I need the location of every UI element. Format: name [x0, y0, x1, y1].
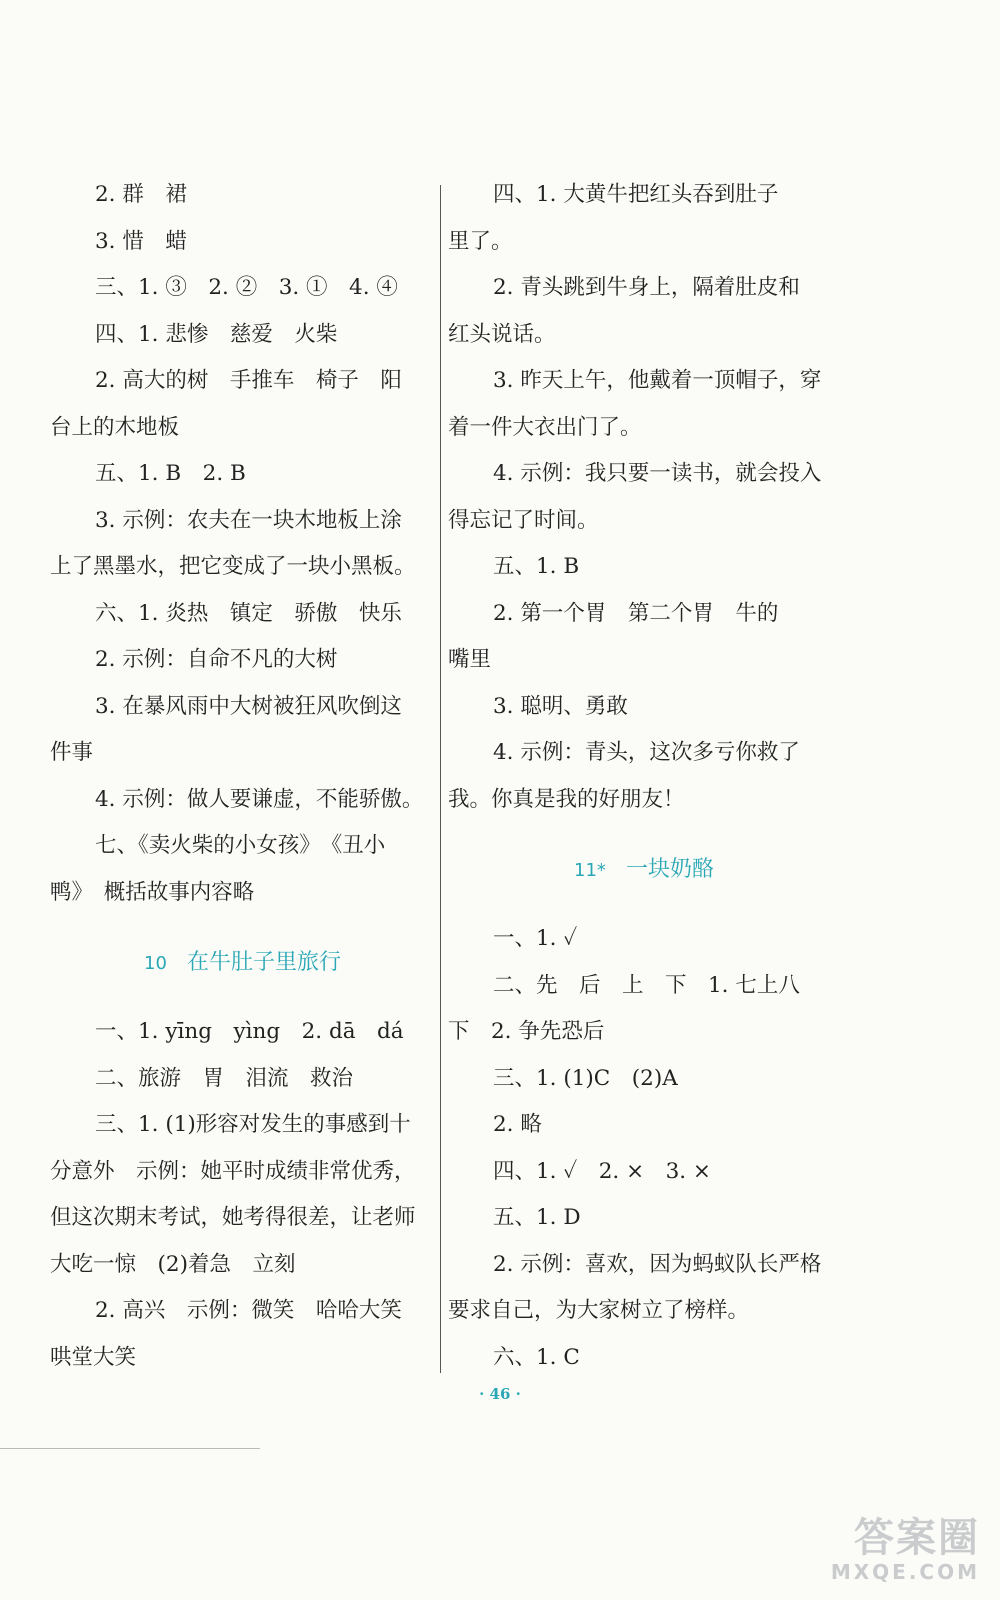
answer-line: 红头说话。 — [448, 321, 556, 347]
answer-line: 3. 示例：农夫在一块木地板上涂 — [95, 507, 402, 533]
answer-line: 六、1. 炎热 镇定 骄傲 快乐 — [95, 600, 402, 626]
page-number: · 46 · — [479, 1385, 521, 1403]
watermark-site: MXQE.COM — [830, 1560, 980, 1584]
answer-line: 2. 高兴 示例：微笑 哈哈大笑 — [95, 1298, 402, 1323]
answer-line: 分意外 示例：她平时成绩非常优秀， — [50, 1158, 416, 1184]
answer-line: 三、1. (1)形容对发生的事感到十 — [95, 1112, 411, 1137]
answer-line: 三、1. (1)C (2)A — [493, 1065, 678, 1091]
answer-line: 三、1. ③ 2. ② 3. ① 4. ④ — [95, 275, 398, 300]
section-title: 在牛肚子里旅行 — [186, 950, 341, 975]
answer-line: 件事 — [50, 740, 94, 765]
answer-line: 2. 略 — [493, 1112, 542, 1137]
answer-line: 3. 在暴风雨中大树被狂风吹倒这 — [95, 693, 402, 719]
answer-line: 大吃一惊 (2)着急 立刻 — [50, 1251, 296, 1277]
watermark-logo — [795, 1516, 980, 1588]
right-column — [448, 172, 840, 1381]
answer-line: 四、1. ✓ 2. × 3. × — [493, 1158, 711, 1184]
answer-line: 台上的木地板 — [50, 414, 180, 440]
answer-line: 里了。 — [448, 228, 513, 254]
answer-line: 3. 聪明、勇敢 — [493, 693, 628, 719]
answer-line: 上了黑墨水，把它变成了一块小黑板。 — [50, 554, 416, 579]
answer-line: 一、1. ✓ — [493, 926, 578, 951]
answer-line: 五、1. D — [493, 1205, 581, 1230]
section-number: 11* — [574, 860, 606, 881]
answer-line: 2. 青头跳到牛身上，隔着肚皮和 — [493, 275, 800, 300]
watermark-text: 答案圈 — [854, 1515, 980, 1561]
answer-line: 二、先 后 上 下 1. 七上八 — [493, 972, 800, 998]
answer-line: 二、旅游 胃 泪流 救治 — [95, 1065, 354, 1091]
answer-line: 鸭》 概括故事内容略 — [50, 879, 255, 905]
section-heading-10 — [50, 916, 435, 1009]
section-title: 一块奶酪 — [625, 857, 714, 882]
answer-line: 但这次期末考试，她考得很差，让老师 — [50, 1205, 416, 1230]
answer-line: 七、《卖火柴的小女孩》 《丑小 — [95, 833, 386, 858]
left-answers — [50, 172, 435, 916]
right-answers — [448, 172, 840, 823]
answer-line: 哄堂大笑 — [50, 1344, 137, 1370]
section-10-answers — [50, 1009, 435, 1381]
left-column — [50, 172, 435, 1381]
answer-line: 2. 第一个胃 第二个胃 牛的 — [493, 600, 779, 626]
answer-line: 2. 示例：喜欢，因为蚂蚁队长严格 — [493, 1251, 822, 1277]
answer-line: 4. 示例：做人要谦虚，不能骄傲。 — [95, 786, 424, 812]
answer-line: 四、1. 悲惨 慈爱 火柴 — [95, 321, 338, 347]
answer-line: 四、1. 大黄牛把红头吞到肚子 — [493, 182, 779, 207]
answer-line: 4. 示例：青头，这次多亏你救了 — [493, 740, 800, 765]
answer-line: 4. 示例：我只要一读书，就会投入 — [493, 461, 822, 486]
answer-line: 2. 示例：自命不凡的大树 — [95, 647, 338, 672]
answer-line: 嘴里 — [448, 647, 492, 672]
answer-line: 3. 昨天上午，他戴着一顶帽子，穿 — [493, 368, 822, 393]
column-divider — [440, 185, 441, 1373]
answer-line: 要求自己，为大家树立了榜样。 — [448, 1298, 750, 1323]
answer-line: 2. 高大的树 手推车 椅子 阳 — [95, 368, 402, 393]
answer-line: 五、1. B 2. B — [95, 461, 246, 486]
section-11-answers — [448, 916, 840, 1381]
answer-line: 一、1. yīng yìng 2. dā dá — [95, 1019, 404, 1044]
page-edge-line — [0, 1448, 260, 1449]
answer-line: 六、1. C — [493, 1344, 580, 1370]
section-number: 10 — [144, 953, 167, 974]
answer-line: 2. 群 裙 — [95, 182, 187, 207]
answer-line: 下 2. 争先恐后 — [448, 1019, 605, 1044]
answer-line: 3. 惜 蜡 — [95, 228, 187, 254]
answer-line: 我。你真是我的好朋友！ — [448, 786, 685, 812]
answer-line: 得忘记了时间。 — [448, 507, 599, 533]
section-heading-11 — [448, 823, 840, 916]
answer-line: 五、1. B — [493, 554, 580, 579]
answer-line: 着一件大衣出门了。 — [448, 414, 642, 440]
